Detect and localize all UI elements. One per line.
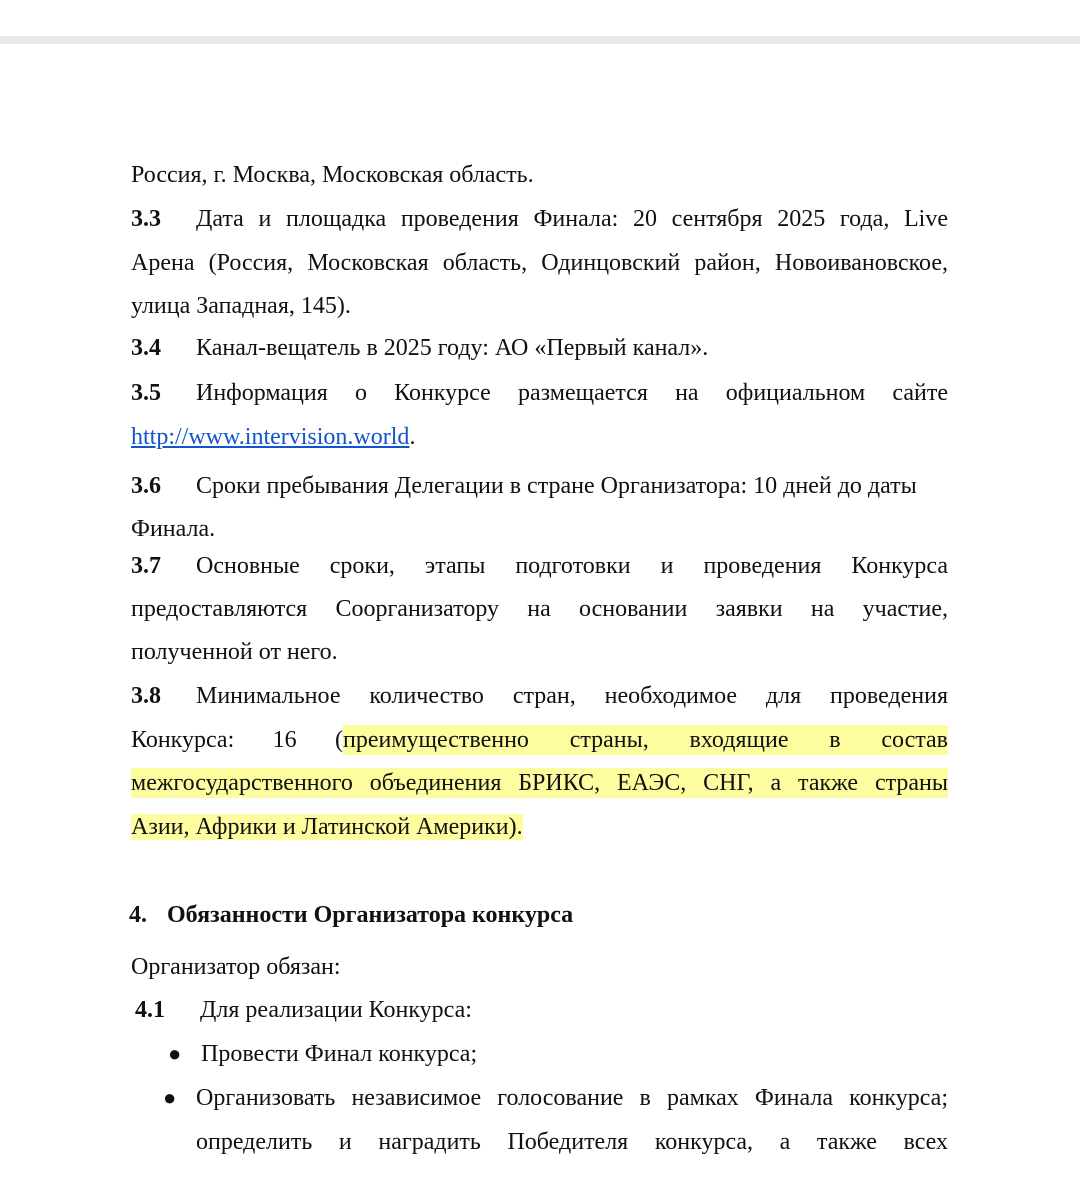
paragraph-4-1 [135,995,952,1025]
document-page[interactable] [0,44,1080,1179]
paragraph-text: . [409,424,416,450]
bullet-text: определить и наградить Победителя конкурса, а также всех [196,1129,948,1155]
paragraph-3-3-line-1 [131,204,948,234]
highlighted-text: межгосударственного объединения БРИКС, ЕАЭС, СНГ, а также страны [131,770,948,796]
top-bar-shadow [0,36,1080,44]
bullet-item-line-2 [196,1127,948,1157]
paragraph-text: Арена (Россия, Московская область, Одинцовский район, Новоивановское, [131,250,948,276]
paragraph-3-5-line-1 [131,378,948,408]
paragraph-3-7-line-1 [131,551,948,581]
bullet-icon: ● [163,1085,177,1110]
paragraph-number: 3.4 [131,335,161,361]
website-link[interactable]: http://www.intervision.world [131,424,410,450]
highlighted-text: . [516,814,523,840]
bullet-text: Организовать независимое голосование в рамках Финала конкурса; [196,1085,948,1111]
paragraph-text: полученной от него. [131,639,338,665]
paragraph-number: 3.7 [131,553,161,579]
bullet-text: Провести Финал конкурса; [201,1041,478,1067]
section-intro [131,952,948,982]
paragraph-text: Конкурса: 16 ( [131,727,343,753]
highlighted-text: преимущественно страны, входящие в состав [343,727,948,753]
paragraph-3-8-line-4 [131,812,948,842]
paragraph-number: 3.8 [131,683,161,709]
paragraph-number: 3.3 [131,206,161,232]
paragraph-text: Дата и площадка проведения Финала: 20 сентября 2025 года, Live [196,206,948,232]
text-line [131,160,948,190]
paragraph-3-7-line-2 [131,594,948,624]
paragraph-number: 3.6 [131,473,161,499]
paragraph-text: Сроки пребывания Делегации в стране Организатора: 10 дней до даты [196,473,917,499]
paragraph-number: 4.1 [135,997,165,1023]
paragraph-text: предоставляются Соорганизатору на основании заявки на участие, [131,596,948,622]
paragraph-3-5-line-2 [131,422,948,452]
paragraph-text: Основные сроки, этапы подготовки и проведения Конкурса [196,553,948,579]
paragraph-text: Финала. [131,516,216,542]
paragraph-3-3-line-2 [131,248,948,278]
section-number: 4. [129,902,147,928]
paragraph-text: Информация о Конкурсе размещается на официальном сайте [196,380,948,406]
paragraph-3-7-line-3 [131,637,948,667]
paragraph-3-4 [131,333,948,363]
paragraph-3-6-line-1 [131,471,948,501]
text-line-content: Россия, г. Москва, Московская область. [131,162,534,188]
paragraph-text: Организатор обязан: [131,954,341,980]
paragraph-3-3-line-3 [131,291,948,321]
section-heading [129,900,573,930]
paragraph-number: 3.5 [131,380,161,406]
paragraph-text: Минимальное количество стран, необходимое для проведения [196,683,948,709]
bullet-icon: ● [168,1041,182,1066]
highlighted-text: Азии, Африки и Латинской Америки) [131,814,517,840]
top-bar [0,0,1080,44]
bullet-item-line-1 [196,1083,948,1113]
section-title: Обязанности Организатора конкурса [167,902,574,928]
paragraph-3-6-line-2 [131,514,948,544]
bullet-item [201,1039,948,1069]
paragraph-text: Для реализации Конкурса: [200,997,472,1023]
paragraph-text: Канал-вещатель в 2025 году: АО «Первый канал». [196,335,709,361]
paragraph-3-8-line-3 [131,768,948,798]
paragraph-3-8-line-1 [131,681,948,711]
paragraph-3-8-line-2 [131,725,948,755]
paragraph-text: улица Западная, 145). [131,293,351,319]
